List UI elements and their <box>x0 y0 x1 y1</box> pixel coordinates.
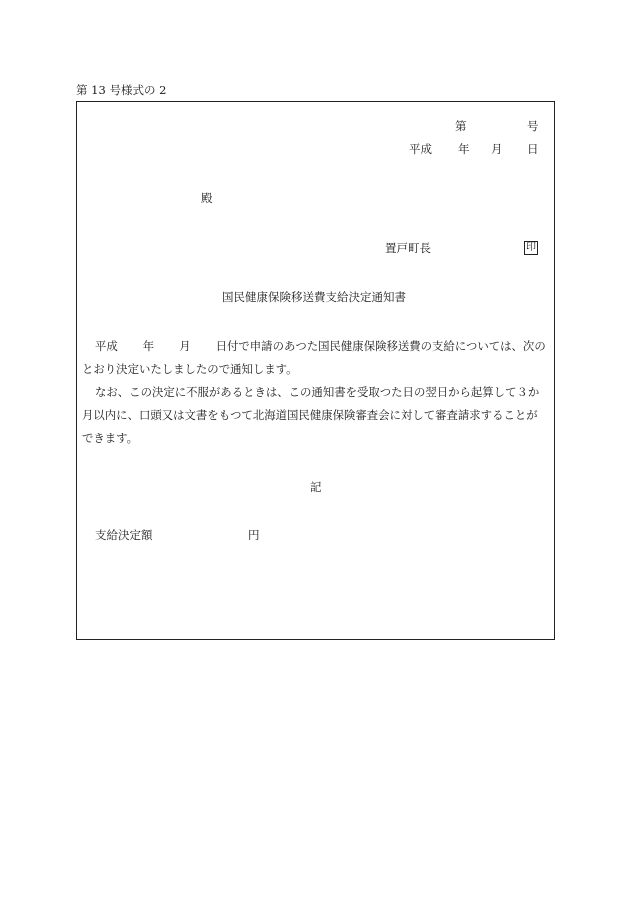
payment-unit: 円 <box>248 528 260 542</box>
body-era: 平成 <box>95 339 118 353</box>
doc-number-suffix: 号 <box>527 119 539 133</box>
date-era: 平成 <box>409 142 432 156</box>
date-day: 日 <box>527 142 539 156</box>
body-line-1-rest: 日付で申請のあつた国民健康保険移送費の支給については、次の <box>215 339 546 353</box>
payment-label: 支給決定額 <box>95 528 153 542</box>
document-title: 国民健康保険移送費支給決定通知書 <box>222 290 406 304</box>
date-month: 月 <box>491 142 503 156</box>
body-line-5: できます。 <box>82 431 139 445</box>
body-line-3-text: なお、この決定に不服があるときは、この通知書を受取つた日の翌日から起算して３か <box>95 385 540 399</box>
recipient-honorific: 殿 <box>201 191 213 205</box>
body-year: 年 <box>142 339 155 353</box>
form-number: 第 13 号様式の 2 <box>76 83 167 97</box>
seal-mark <box>524 241 538 255</box>
body-line-4: 月以内に、口頭又は文書をもつて北海道国民健康保険審査会に対して審査請求することが <box>82 408 538 422</box>
body-month: 月 <box>179 339 191 353</box>
body-line-1 <box>82 335 552 358</box>
ki-marker: 記 <box>310 480 322 494</box>
body-line-2: とおり決定いたしましたので通知します。 <box>82 362 298 376</box>
seal-mark-text: 印 <box>526 242 536 253</box>
body-line-3 <box>82 381 552 404</box>
doc-number-prefix: 第 <box>455 119 467 133</box>
issuer-title: 置戸町長 <box>385 241 431 255</box>
date-year: 年 <box>458 142 470 156</box>
